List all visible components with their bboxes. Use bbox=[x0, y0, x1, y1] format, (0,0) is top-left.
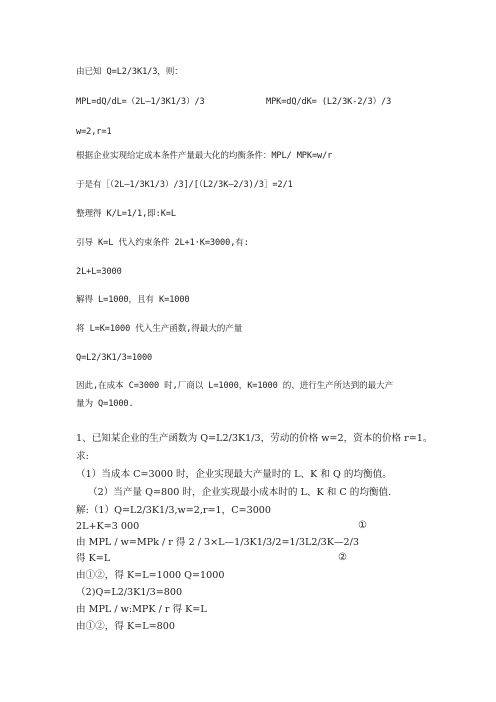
text-line: （2）当产量 Q=800 时，企业实现最小成本时的 L、K 和 C 的均衡值. bbox=[88, 487, 392, 498]
text-line: 解得 L=1000，且有 K=1000 bbox=[76, 295, 190, 305]
text-line: MPK=dQ/dK= (L2/3K-2/3）/3 bbox=[266, 97, 392, 107]
text-line: 因此,在成本 C=3000 时,厂商以 L=1000，K=1000 的、进行生产所达到的最大产 bbox=[76, 381, 394, 391]
text-line: （1）当成本 C=3000 时，企业实现最大产量时的 L、K 和 Q 的均衡值。 bbox=[76, 469, 392, 480]
text-line: Q=L2/3K1/3=1000 bbox=[76, 353, 153, 363]
text-line: 根据企业实现给定成本条件产量最大化的均衡条件：MPL/ MPK=w/r bbox=[76, 151, 333, 161]
text-line: 将 L=K=1000 代入生产函数,得最大的产量 bbox=[76, 324, 243, 334]
circled-marker: ① bbox=[358, 520, 367, 531]
text-line: 得 K=L bbox=[76, 553, 111, 564]
text-line: MPL=dQ/dL=（2L—1/3K1/3）/3 bbox=[76, 97, 205, 107]
text-line: 由①②，得 K=L=800 bbox=[76, 621, 175, 632]
text-line: 引导 K=L 代入约束条件 2L+1·K=3000,有: bbox=[76, 238, 249, 248]
text-line: 2L+L=3000 bbox=[76, 267, 122, 277]
text-line: 由①②，得 K=L=1000 Q=1000 bbox=[76, 570, 225, 581]
text-line: 求: bbox=[76, 451, 89, 462]
text-line: 2L+K=3 000 bbox=[76, 521, 140, 532]
text-line: 整理得 K/L=1/1,即:K=L bbox=[76, 209, 176, 219]
text-line: 由已知 Q=L2/3K1/3，则： bbox=[76, 67, 183, 77]
text-line: （2)Q=L2/3K1/3=800 bbox=[76, 587, 183, 598]
text-line: 由 MPL / w:MPK / r 得 K=L bbox=[76, 604, 207, 615]
text-line: w=2,r=1 bbox=[76, 127, 112, 137]
circled-marker: ② bbox=[338, 552, 347, 563]
text-line: 1、已知某企业的生产函数为 Q=L2/3K1/3，劳动的价格 w=2，资本的价格 r=1。 bbox=[76, 433, 433, 444]
text-line: 于是有［（2L—1/3K1/3）/3]/[（L2/3K—2/3)/3］=2/1 bbox=[76, 180, 293, 190]
text-line: 解:（1）Q=L2/3K1/3,w=2,r=1，C=3000 bbox=[76, 505, 272, 516]
text-line: 由 MPL / w=MPk / r 得 2 / 3×L—1/3K1/3/2=1/3L2/3K—2/3 bbox=[76, 537, 359, 548]
text-line: 量为 Q=1000. bbox=[76, 399, 134, 409]
